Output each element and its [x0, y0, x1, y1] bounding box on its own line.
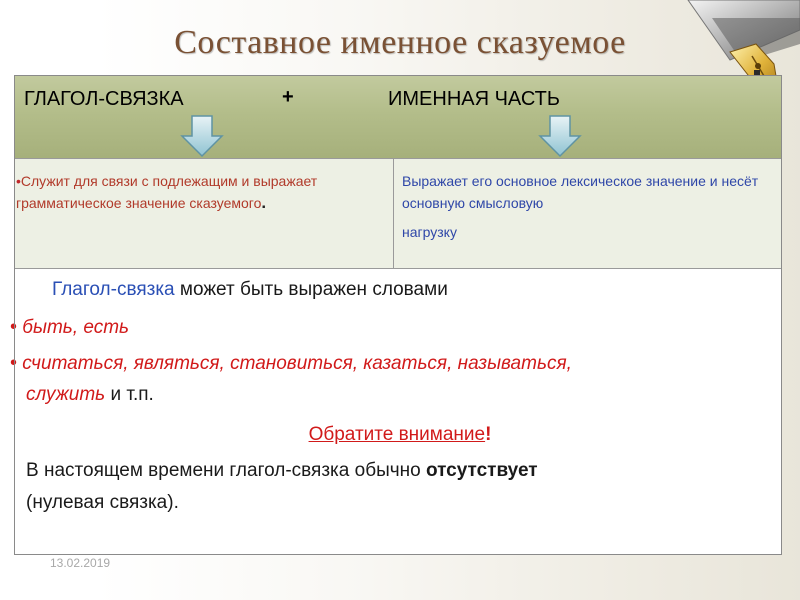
note-emphasis: отсутствует: [425, 460, 538, 481]
attention-exclamation: !: [485, 424, 492, 445]
bullet-marker: •: [10, 316, 18, 338]
nominal-part-description-last: нагрузку: [402, 224, 457, 240]
bullet-item-2-etc: и т.п.: [105, 384, 154, 405]
intro-linking-verb: Глагол-связка: [52, 279, 175, 300]
bullet-item-2-text: считаться, являться, становиться, казаться, называться,: [17, 353, 572, 374]
attention-label: Обратите внимание: [308, 424, 486, 445]
bullet-item-1-text: быть, есть: [17, 317, 130, 338]
table-frame: [14, 75, 782, 555]
header-linking-verb: ГЛАГОЛ-СВЯЗКА: [24, 88, 184, 110]
bullet-item-2-word: служить: [26, 384, 106, 405]
note-line-1-text: В настоящем времени глагол-связка обычно: [26, 460, 426, 481]
nominal-part-description-text: Выражает его основное лексическое значение и несёт основную смысловую: [402, 173, 759, 211]
note-line-2: (нулевая связка).: [26, 492, 179, 513]
header-nominal-part: ИМЕННАЯ ЧАСТЬ: [388, 88, 560, 110]
sentence-period: .: [261, 193, 267, 212]
slide-title: Составное именное сказуемое: [174, 24, 626, 61]
slide-date: 13.02.2019: [50, 556, 111, 570]
bullet-marker: •: [10, 352, 18, 374]
linking-verb-description-text: Служит для связи с подлежащим и выражает грамматическое значение сказуемого: [16, 173, 318, 211]
header-plus-sign: +: [282, 86, 294, 108]
intro-rest: может быть выражен словами: [174, 279, 448, 300]
bullet-marker: •: [16, 173, 21, 189]
